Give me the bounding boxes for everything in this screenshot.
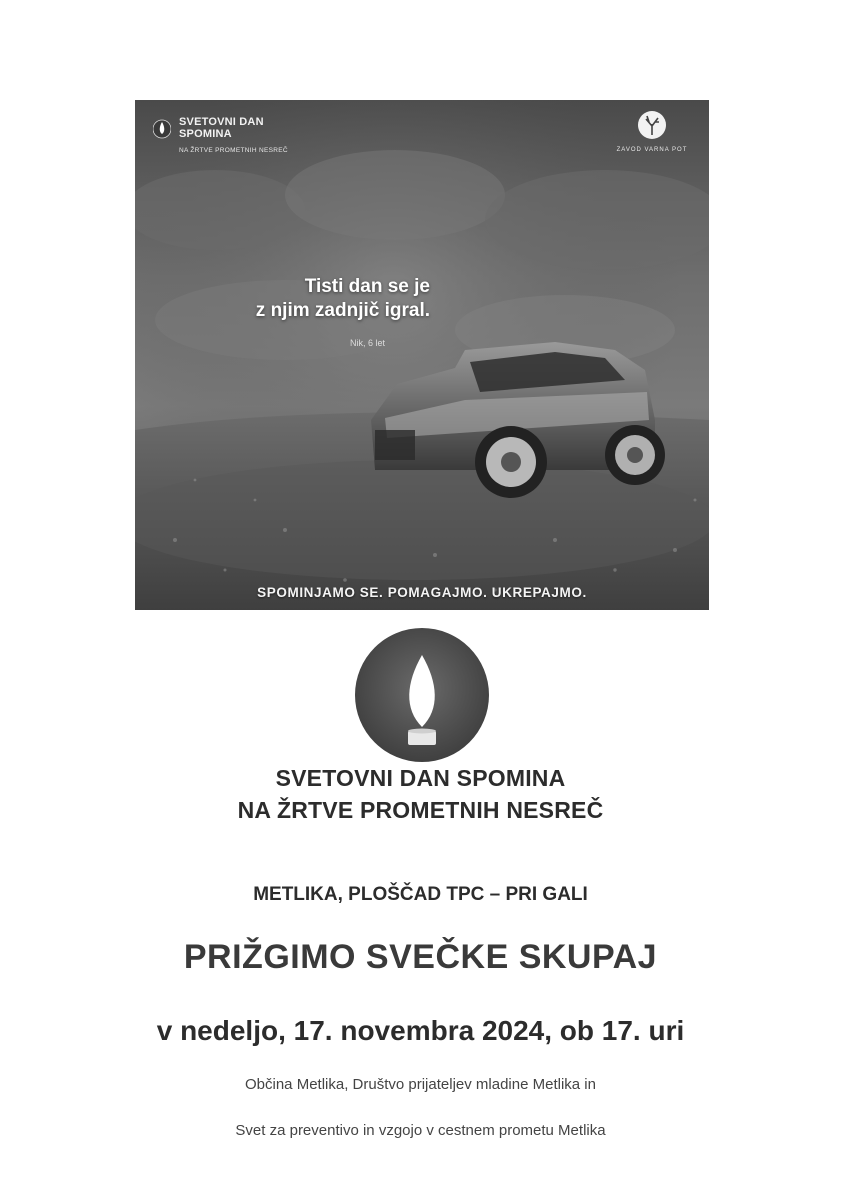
tree-logo-icon [637,110,667,140]
event-title-line-2: NA ŽRTVE PROMETNIH NESREČ [237,797,604,823]
brand-logo [153,116,288,154]
event-location: METLIKA, PLOŠČAD TPC – PRI GALI [253,884,588,905]
partner-name: ZAVOD VARNA POT [616,147,688,153]
organizers-line-1: Občina Metlika, Društvo prijateljev mladine Metlika in [245,1076,596,1093]
partner-logo [607,110,697,153]
quote-text [215,275,430,323]
flame-logo-icon [153,116,171,142]
toy-car-photo [135,100,709,610]
event-date: v nedeljo, 17. novembra 2024, ob 17. uri [156,1015,685,1046]
slogan: SPOMINJAMO SE. POMAGAJMO. UKREPAJMO. [257,585,587,600]
brand-subtitle: NA ŽRTVE PROMETNIH NESREČ [179,147,288,154]
poster-image [135,100,709,610]
quote-line-1: Tisti dan se je [304,276,430,297]
event-headline: PRIŽGIMO SVEČKE SKUPAJ [183,938,658,976]
quote-line-2: z njim zadnjič igral. [255,300,430,321]
organizers-line-2: Svet za preventivo in vzgojo v cestnem prometu Metlika [235,1122,606,1139]
quote-author: Nik, 6 let [349,338,385,348]
candle-flame-icon [354,627,490,763]
brand-title: SVETOVNI DAN SPOMINA [179,116,264,140]
event-title-line-1: SVETOVNI DAN SPOMINA [275,765,566,791]
